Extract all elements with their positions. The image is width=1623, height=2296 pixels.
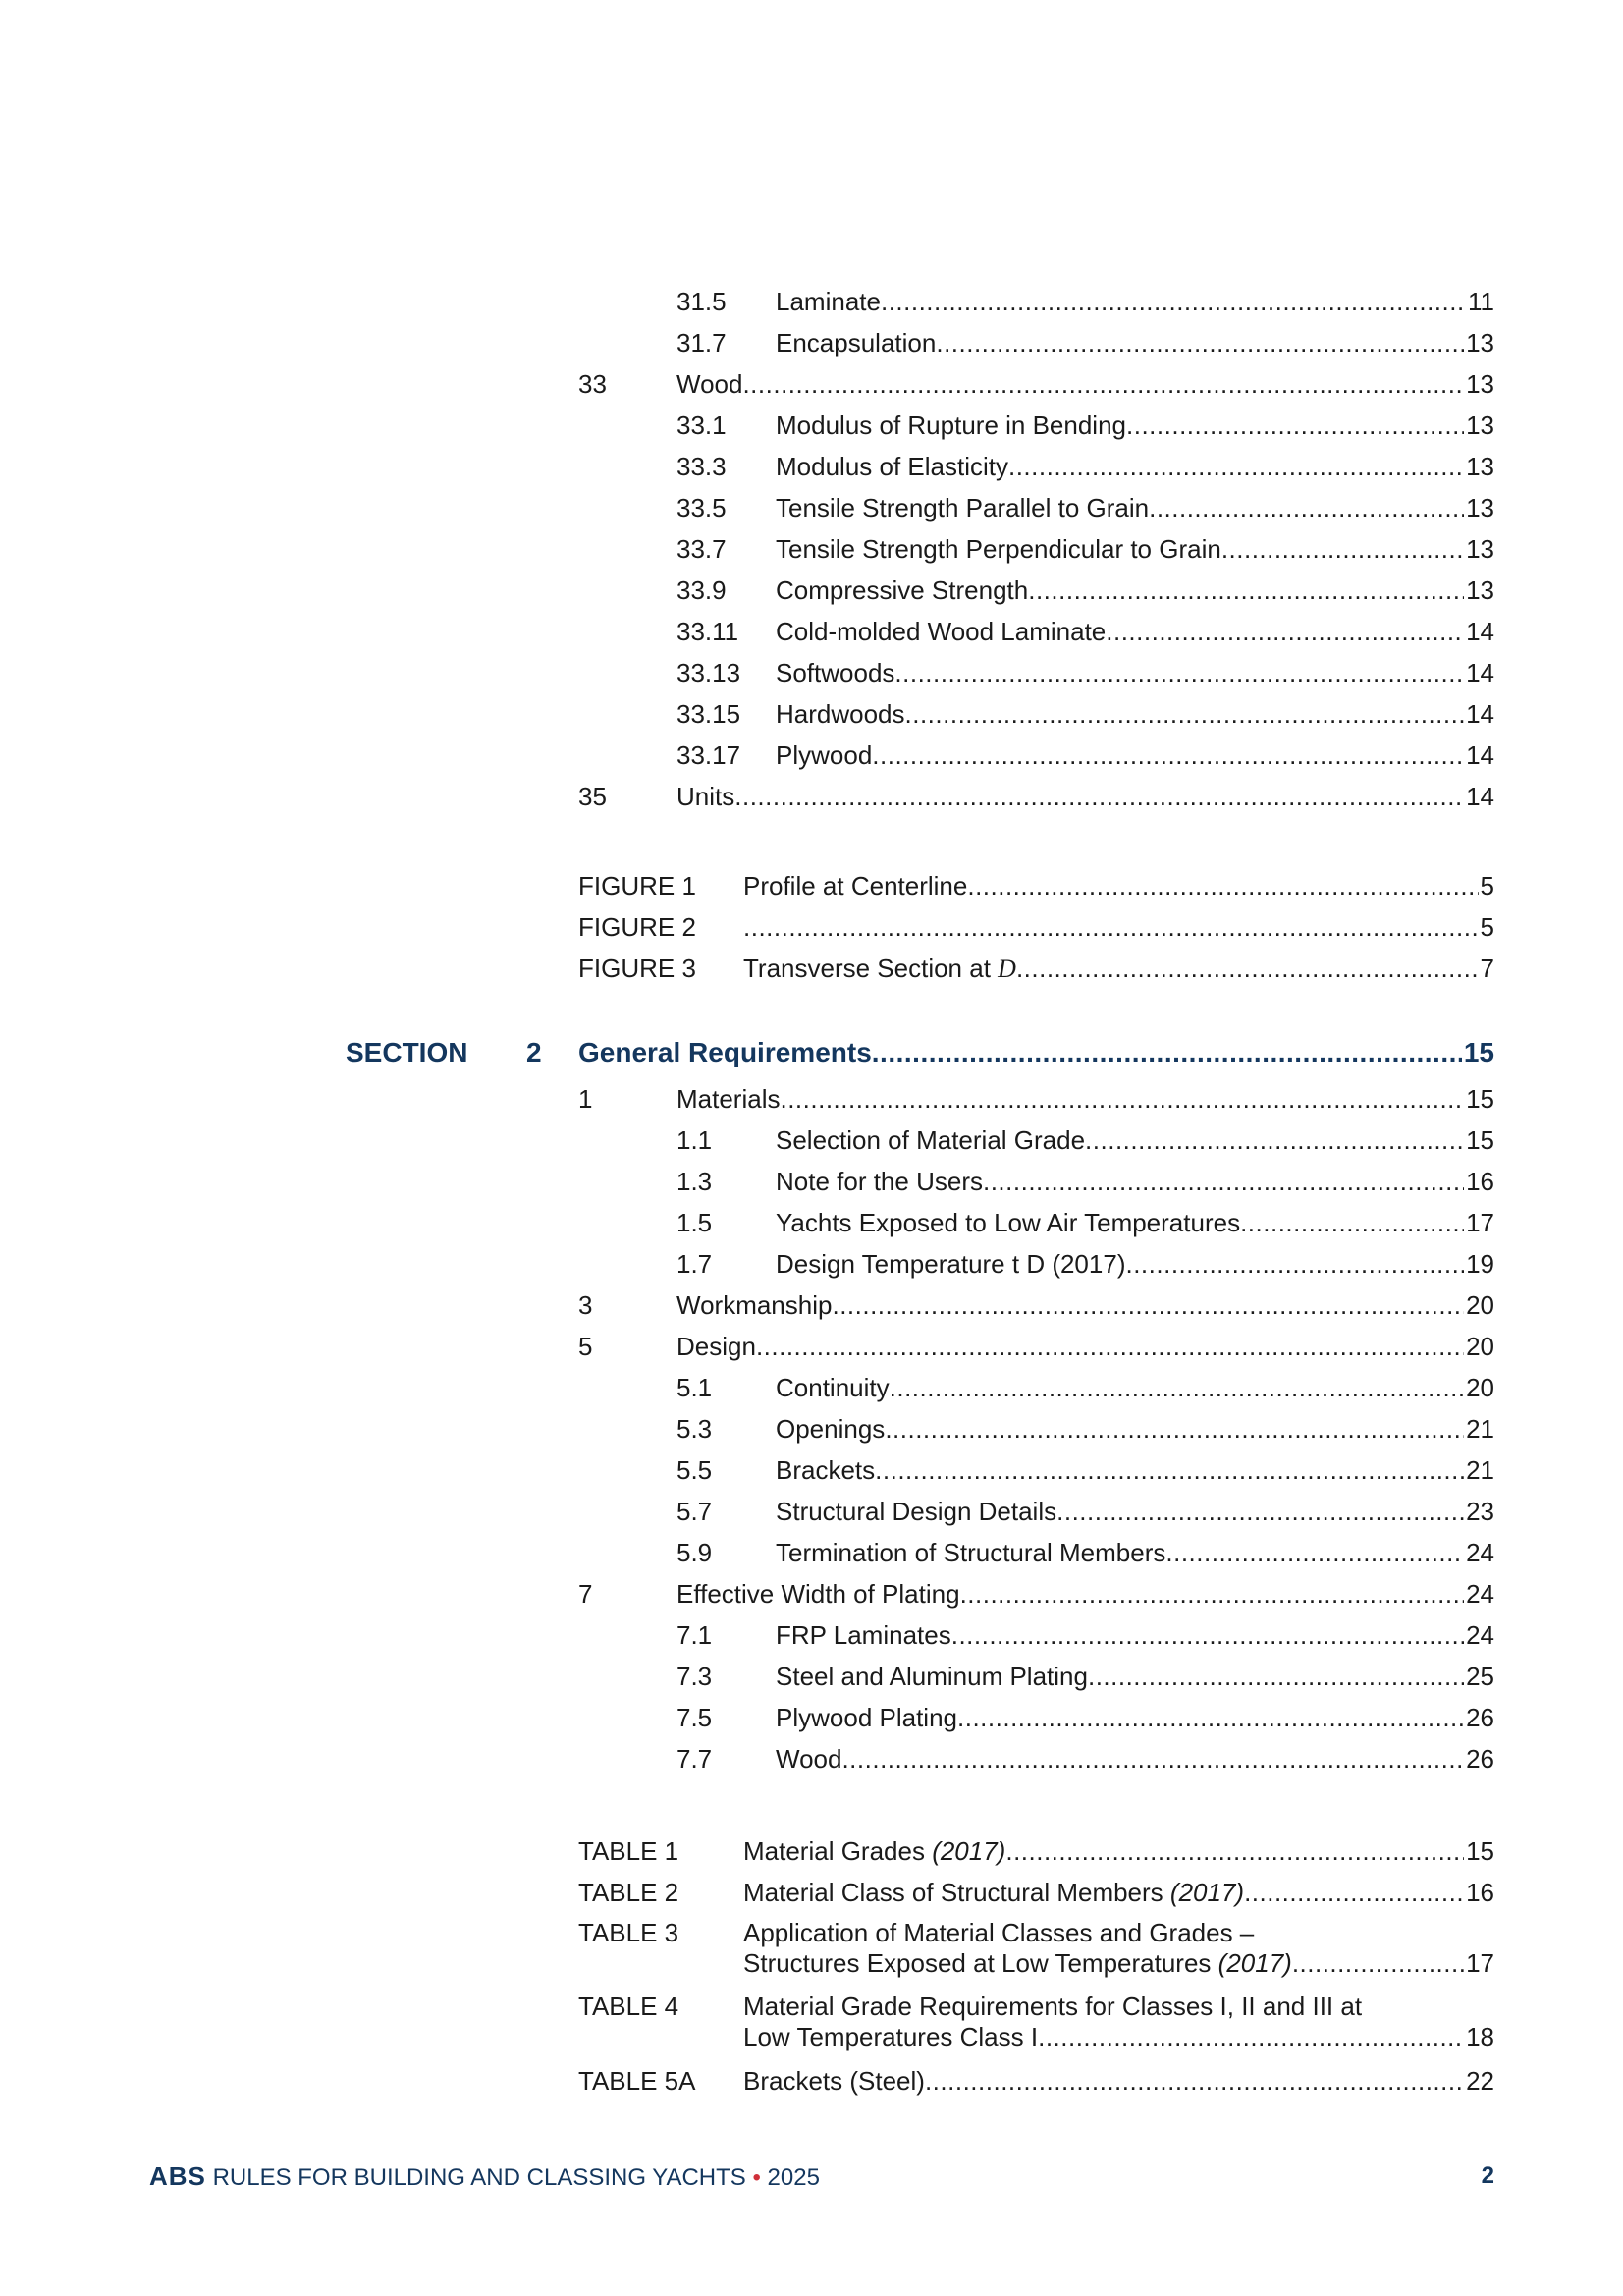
toc-row-table-5a[interactable] <box>0 2061 1623 2101</box>
entry-title-text: Workmanship <box>676 1290 833 1320</box>
entry-title <box>776 1698 957 1737</box>
toc-entry <box>776 1657 1494 1696</box>
entry-title <box>743 1831 1005 1871</box>
entry-label: TABLE 3 <box>578 1918 679 1947</box>
entry-title <box>776 323 936 362</box>
entry-title-italic: (2017) <box>1169 1878 1245 1907</box>
entry-number: 7.3 <box>676 1662 713 1691</box>
entry-page-number: 14 <box>1466 740 1494 770</box>
entry-title <box>776 736 872 775</box>
toc-entry <box>743 1873 1494 1912</box>
entry-label: FIGURE 3 <box>578 954 696 983</box>
toc-row-5-3[interactable] <box>0 1409 1623 1449</box>
entry-title <box>776 1615 951 1655</box>
toc-row-5-5[interactable] <box>0 1450 1623 1490</box>
leader-dots <box>885 1409 1464 1449</box>
toc-entry <box>776 488 1494 527</box>
leader-dots <box>1056 1492 1464 1531</box>
entry-page-number: 15 <box>1466 1125 1494 1155</box>
toc-entry <box>776 612 1494 651</box>
entry-title-text: Selection of Material Grade <box>776 1125 1086 1155</box>
entry-title <box>776 529 1221 569</box>
entry-title <box>676 1079 780 1119</box>
leader-dots <box>841 1739 1464 1778</box>
entry-title-text: Modulus of Rupture in Bending <box>776 410 1127 440</box>
toc-entry <box>776 1244 1494 1284</box>
entry-title-text: Laminate <box>776 287 881 316</box>
entry-title-text: FRP Laminates <box>776 1620 951 1650</box>
toc-entry <box>776 571 1494 610</box>
entry-page-number: 17 <box>1466 1208 1494 1237</box>
entry-title <box>743 1873 1244 1912</box>
toc-entry <box>676 1079 1494 1119</box>
leader-dots <box>1106 612 1464 651</box>
toc-row-figure-1[interactable] <box>0 866 1623 905</box>
entry-number: 5.3 <box>676 1414 713 1444</box>
entry-number: 5 <box>578 1332 593 1361</box>
entry-number: 5.1 <box>676 1373 713 1402</box>
entry-title-text: Tensile Strength Perpendicular to Grain <box>776 534 1221 564</box>
entry-title-line1: Application of Material Classes and Grades – <box>743 1918 1255 1947</box>
entry-page-number: 21 <box>1466 1414 1494 1444</box>
toc-entry <box>743 2061 1494 2101</box>
leader-dots <box>1165 1533 1464 1572</box>
toc-entry <box>776 323 1494 362</box>
entry-title <box>743 949 1016 989</box>
section-page: 15 <box>1463 1037 1494 1067</box>
toc-entry <box>776 1203 1494 1242</box>
entry-title <box>676 364 742 404</box>
leader-dots <box>983 1162 1464 1201</box>
toc-row-33-1[interactable] <box>0 406 1623 445</box>
entry-number: 31.5 <box>676 287 727 316</box>
toc-row-31-7[interactable] <box>0 323 1623 362</box>
entry-title <box>743 2061 925 2101</box>
entry-page-number: 20 <box>1466 1290 1494 1320</box>
leader-dots <box>1126 406 1464 445</box>
toc-row-7-1[interactable] <box>0 1615 1623 1655</box>
entry-title-text: Continuity <box>776 1373 890 1402</box>
toc-row-1[interactable] <box>0 1079 1623 1119</box>
entry-number: 3 <box>578 1290 593 1320</box>
entry-label: TABLE 2 <box>578 1878 679 1907</box>
toc-entry <box>776 653 1494 692</box>
toc-entry <box>676 777 1494 816</box>
entry-title-text: Units <box>676 782 735 811</box>
toc-entry <box>776 529 1494 569</box>
entry-page-number: 24 <box>1466 1538 1494 1567</box>
leader-dots <box>743 907 1479 947</box>
footer-bullet: • <box>752 2164 761 2191</box>
entry-title-text: Structural Design Details <box>776 1497 1057 1526</box>
entry-title <box>776 653 894 692</box>
entry-title <box>743 1943 1292 1983</box>
entry-label: TABLE 5A <box>578 2066 696 2096</box>
toc-row-figure-2[interactable] <box>0 907 1623 947</box>
toc-entry <box>776 1739 1494 1778</box>
entry-number: 7 <box>578 1579 593 1609</box>
toc-row-5-9[interactable] <box>0 1533 1623 1572</box>
entry-title <box>776 612 1106 651</box>
toc-row-33-3[interactable] <box>0 447 1623 486</box>
entry-title-text: Materials <box>676 1084 781 1114</box>
entry-title <box>776 1409 885 1449</box>
leader-dots <box>1244 1873 1464 1912</box>
entry-number: 35 <box>578 782 607 811</box>
leader-dots <box>1149 488 1464 527</box>
leader-dots <box>1088 1657 1464 1696</box>
entry-title <box>776 488 1149 527</box>
toc-entry <box>776 1121 1494 1160</box>
entry-title <box>743 2017 1038 2056</box>
entry-title <box>776 694 905 734</box>
toc-entry <box>776 1615 1494 1655</box>
entry-title-text: Hardwoods <box>776 699 905 729</box>
toc-entry <box>776 282 1494 321</box>
entry-page-number: 11 <box>1468 287 1494 316</box>
entry-number: 33.15 <box>676 699 741 729</box>
toc-row-33[interactable] <box>0 364 1623 404</box>
entry-number: 33.3 <box>676 452 727 481</box>
toc-row-33-5[interactable] <box>0 488 1623 527</box>
entry-title <box>776 571 1028 610</box>
entry-title <box>776 1121 1085 1160</box>
leader-dots <box>967 866 1478 905</box>
toc-entry <box>743 866 1494 905</box>
entry-title <box>776 282 881 321</box>
entry-title <box>776 1203 1240 1242</box>
entry-page-number: 13 <box>1466 452 1494 481</box>
entry-page-number: 25 <box>1466 1662 1494 1691</box>
entry-number: 33.1 <box>676 410 727 440</box>
footer-year: 2025 <box>760 2164 820 2191</box>
toc-row-31-5[interactable] <box>0 282 1623 321</box>
entry-number: 7.5 <box>676 1703 713 1732</box>
entry-page-number: 24 <box>1466 1620 1494 1650</box>
entry-label: FIGURE 2 <box>578 912 696 942</box>
toc-entry <box>776 1698 1494 1737</box>
toc-row-table-2[interactable] <box>0 1873 1623 1912</box>
toc-row-33-15[interactable] <box>0 694 1623 734</box>
toc-entry <box>776 1533 1494 1572</box>
entry-title-text: Wood <box>776 1744 842 1774</box>
leader-dots <box>756 1327 1464 1366</box>
toc-row-7-5[interactable] <box>0 1698 1623 1737</box>
entry-page-number: 19 <box>1466 1249 1494 1279</box>
entry-title <box>676 1327 756 1366</box>
entry-title <box>776 1368 890 1407</box>
toc-row-1-5[interactable] <box>0 1203 1623 1242</box>
toc-row-5[interactable] <box>0 1327 1623 1366</box>
toc-entry <box>776 1368 1494 1407</box>
entry-page-number: 5 <box>1480 912 1494 942</box>
toc-row-5-1[interactable] <box>0 1368 1623 1407</box>
entry-title <box>776 1657 1088 1696</box>
toc-entry <box>743 907 1494 947</box>
entry-title-text: Design Temperature t D (2017) <box>776 1249 1126 1279</box>
toc-row-5-7[interactable] <box>0 1492 1623 1531</box>
entry-page-number: 15 <box>1466 1084 1494 1114</box>
entry-title-text: Plywood Plating <box>776 1703 957 1732</box>
entry-number: 1 <box>578 1084 593 1114</box>
entry-page-number: 20 <box>1466 1332 1494 1361</box>
entry-number: 33.11 <box>676 617 739 646</box>
entry-number: 33.7 <box>676 534 727 564</box>
entry-number: 31.7 <box>676 328 727 357</box>
toc-entry <box>776 1409 1494 1449</box>
entry-page-number: 15 <box>1466 1836 1494 1866</box>
entry-title-text: Termination of Structural Members <box>776 1538 1166 1567</box>
entry-title-italic: D <box>998 955 1016 983</box>
leader-dots <box>780 1079 1464 1119</box>
entry-label: TABLE 4 <box>578 1992 679 2021</box>
toc-row-figure-3[interactable] <box>0 949 1623 988</box>
leader-dots <box>1125 1244 1464 1284</box>
entry-title-text: Encapsulation <box>776 328 937 357</box>
abs-logo-text: ABS <box>149 2161 206 2191</box>
page-footer <box>149 2157 1494 2196</box>
entry-title-text: Material Class of Structural Members <box>743 1878 1170 1907</box>
leader-dots <box>1038 2017 1464 2056</box>
toc-entry <box>676 1327 1494 1366</box>
entry-label: TABLE 1 <box>578 1836 679 1866</box>
leader-dots <box>925 2061 1464 2101</box>
leader-dots <box>905 694 1465 734</box>
entry-title <box>776 1450 875 1490</box>
leader-dots <box>875 1450 1464 1490</box>
toc-entry <box>776 406 1494 445</box>
entry-title-text: Tensile Strength Parallel to Grain <box>776 493 1150 522</box>
entry-title <box>676 1285 832 1325</box>
toc-row-33-7[interactable] <box>0 529 1623 569</box>
entry-page-number: 21 <box>1466 1455 1494 1485</box>
leader-dots <box>894 653 1464 692</box>
entry-title <box>776 1533 1165 1572</box>
entry-title-line1: Material Grade Requirements for Classes I, II and III at <box>743 1992 1363 2021</box>
entry-title-text: Yachts Exposed to Low Air Temperatures <box>776 1208 1241 1237</box>
toc-entry <box>743 2017 1494 2056</box>
entry-page-number: 14 <box>1466 617 1494 646</box>
entry-page-number: 24 <box>1466 1579 1494 1609</box>
leader-dots <box>890 1368 1464 1407</box>
toc-row-35[interactable] <box>0 777 1623 816</box>
toc-row-1-3[interactable] <box>0 1162 1623 1201</box>
entry-title-text: Transverse Section at <box>743 954 999 983</box>
entry-page-number: 13 <box>1466 328 1494 357</box>
entry-title-text: Steel and Aluminum Plating <box>776 1662 1088 1691</box>
entry-title-text: Brackets (Steel) <box>743 2066 925 2096</box>
entry-title-text: Cold-molded Wood Laminate <box>776 617 1107 646</box>
leader-dots <box>936 323 1464 362</box>
section-entry <box>578 1033 1494 1072</box>
entry-title <box>776 1244 1125 1284</box>
entry-page-number: 18 <box>1466 2022 1494 2051</box>
toc-row-33-17[interactable] <box>0 736 1623 775</box>
section-title: General Requirements <box>578 1037 872 1067</box>
entry-number: 33 <box>578 369 607 399</box>
entry-number: 5.5 <box>676 1455 713 1485</box>
leader-dots <box>872 736 1464 775</box>
leader-dots <box>1085 1121 1464 1160</box>
entry-title <box>676 1574 960 1613</box>
entry-page-number: 13 <box>1466 534 1494 564</box>
entry-title <box>743 866 967 905</box>
entry-title-text: Structures Exposed at Low Temperatures <box>743 1948 1218 1978</box>
entry-title-italic: (2017) <box>932 1836 1006 1866</box>
toc-row-33-11[interactable] <box>0 612 1623 651</box>
leader-dots <box>881 282 1466 321</box>
entry-title <box>776 1739 841 1778</box>
toc-entry <box>776 1492 1494 1531</box>
entry-title-text: Brackets <box>776 1455 876 1485</box>
entry-line2 <box>0 2017 1623 2056</box>
entry-page-number: 16 <box>1466 1167 1494 1196</box>
entry-page-number: 17 <box>1466 1948 1494 1978</box>
entry-title-text: Softwoods <box>776 658 895 687</box>
entry-title <box>776 406 1126 445</box>
toc-entry <box>776 1450 1494 1490</box>
page-number: 2 <box>1481 2162 1494 2189</box>
toc-entry <box>676 1285 1494 1325</box>
entry-page-number: 20 <box>1466 1373 1494 1402</box>
section-number: 2 <box>526 1037 542 1067</box>
toc-row-7-7[interactable] <box>0 1739 1623 1778</box>
entry-number: 1.7 <box>676 1249 713 1279</box>
leader-dots <box>1005 1831 1464 1871</box>
leader-dots <box>832 1285 1464 1325</box>
toc-entry <box>776 447 1494 486</box>
footer-title: RULES FOR BUILDING AND CLASSING YACHTS <box>205 2164 753 2191</box>
entry-page-number: 26 <box>1466 1744 1494 1774</box>
toc-entry <box>743 1943 1494 1983</box>
leader-dots <box>1240 1203 1464 1242</box>
entry-page-number: 7 <box>1480 954 1494 983</box>
leader-dots <box>1016 949 1479 988</box>
entry-page-number: 14 <box>1466 699 1494 729</box>
entry-number: 1.5 <box>676 1208 713 1237</box>
entry-title-text: Note for the Users <box>776 1167 983 1196</box>
entry-title <box>676 777 734 816</box>
toc-row-7-3[interactable] <box>0 1657 1623 1696</box>
entry-page-number: 23 <box>1466 1497 1494 1526</box>
entry-title <box>776 1162 983 1201</box>
entry-number: 5.9 <box>676 1538 713 1567</box>
section-heading[interactable] <box>0 1033 1623 1072</box>
entry-title-text: Plywood <box>776 740 873 770</box>
leader-dots <box>1292 1943 1464 1983</box>
toc-entry <box>776 694 1494 734</box>
leader-dots <box>1028 571 1464 610</box>
section-label: SECTION <box>346 1037 468 1067</box>
entry-page-number: 22 <box>1466 2066 1494 2096</box>
entry-page-number: 13 <box>1466 369 1494 399</box>
leader-dots <box>960 1574 1465 1613</box>
entry-title-text: Openings <box>776 1414 886 1444</box>
toc-entry <box>776 736 1494 775</box>
entry-number: 7.7 <box>676 1744 713 1774</box>
entry-title-text: Effective Width of Plating <box>676 1579 960 1609</box>
entry-title-text: Material Grades <box>743 1836 933 1866</box>
toc-entry <box>676 364 1494 404</box>
entry-number: 1.3 <box>676 1167 713 1196</box>
entry-label: FIGURE 1 <box>578 871 696 901</box>
entry-number: 33.13 <box>676 658 741 687</box>
entry-line2 <box>0 1943 1623 1983</box>
leader-dots <box>957 1698 1464 1737</box>
toc-row-table-1[interactable] <box>0 1831 1623 1871</box>
entry-number: 33.5 <box>676 493 727 522</box>
entry-page-number: 13 <box>1466 410 1494 440</box>
entry-page-number: 5 <box>1480 871 1494 901</box>
entry-title-text: Profile at Centerline <box>743 871 968 901</box>
leader-dots <box>742 364 1464 404</box>
toc-row-1-1[interactable] <box>0 1121 1623 1160</box>
entry-title-text: Modulus of Elasticity <box>776 452 1008 481</box>
entry-title-text: Wood <box>676 369 743 399</box>
leader-dots <box>1008 447 1464 486</box>
leader-dots <box>1221 529 1464 569</box>
entry-number: 1.1 <box>676 1125 713 1155</box>
toc-entry <box>743 1831 1494 1871</box>
entry-page-number: 14 <box>1466 782 1494 811</box>
toc-row-3[interactable] <box>0 1285 1623 1325</box>
entry-title-text: Compressive Strength <box>776 575 1029 605</box>
toc-row-33-9[interactable] <box>0 571 1623 610</box>
toc-row-7[interactable] <box>0 1574 1623 1613</box>
entry-page-number: 16 <box>1466 1878 1494 1907</box>
entry-title-italic: (2017) <box>1217 1948 1292 1978</box>
entry-title-text: Low Temperatures Class I <box>743 2022 1039 2051</box>
leader-dots <box>951 1615 1464 1655</box>
leader-dots <box>734 777 1464 816</box>
toc-entry <box>776 1162 1494 1201</box>
toc-entry <box>743 949 1494 989</box>
entry-page-number: 14 <box>1466 658 1494 687</box>
entry-page-number: 13 <box>1466 493 1494 522</box>
entry-number: 33.17 <box>676 740 741 770</box>
entry-title <box>776 447 1008 486</box>
toc-row-33-13[interactable] <box>0 653 1623 692</box>
leader-dots <box>872 1033 1462 1072</box>
toc-row-1-7[interactable] <box>0 1244 1623 1284</box>
entry-page-number: 26 <box>1466 1703 1494 1732</box>
entry-number: 5.7 <box>676 1497 713 1526</box>
entry-title-text: Design <box>676 1332 756 1361</box>
entry-title <box>776 1492 1056 1531</box>
entry-number: 7.1 <box>676 1620 713 1650</box>
toc-entry <box>676 1574 1494 1613</box>
entry-number: 33.9 <box>676 575 727 605</box>
entry-page-number: 13 <box>1466 575 1494 605</box>
